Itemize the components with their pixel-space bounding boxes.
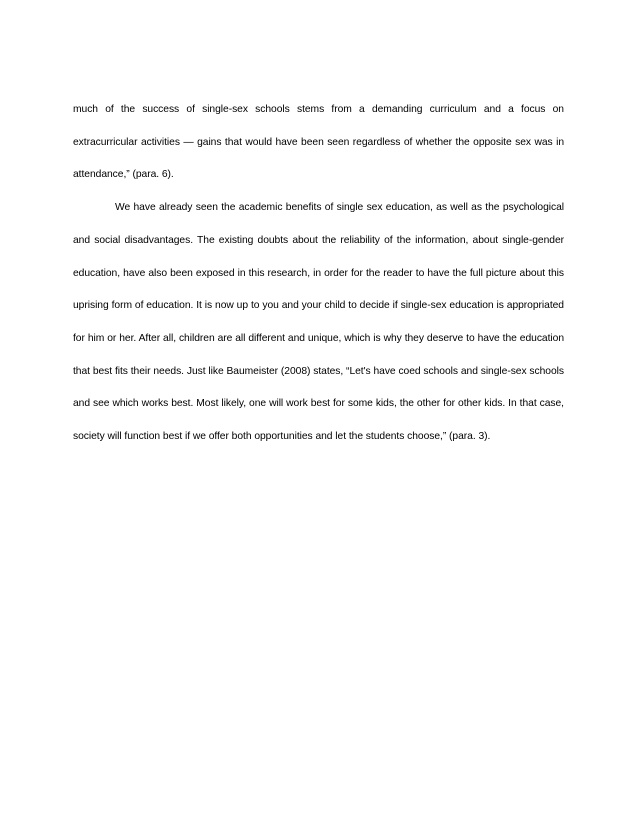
paragraph-conclusion: We have already seen the academic benefits of single sex education, as well as the psychological and social disadvantages. The existing doubts about the reliability of the information, about single-gender education, have also been exposed in this research, in order for the reader to have the full picture about this uprising form of education. It is now up to you and your child to decide if single-sex education is appropriated for him or her. After all, children are all different and unique, which is why they deserve to have the education that best fits their needs. Just like Baumeister (2008) states, “Let's have coed schools and single-sex schools and see which works best. Most likely, one will work best for some kids, the other for other kids. In that case, society will function best if we offer both opportunities and let the students choose,” (para. 3). [73,202,564,443]
document-body [73,94,564,454]
paragraph-continued: much of the success of single-sex schools stems from a demanding curriculum and a focus on extracurricular activities — gains that would have been seen regardless of whether the opposite sex was in attendance,” (para. 6). [73,104,564,181]
